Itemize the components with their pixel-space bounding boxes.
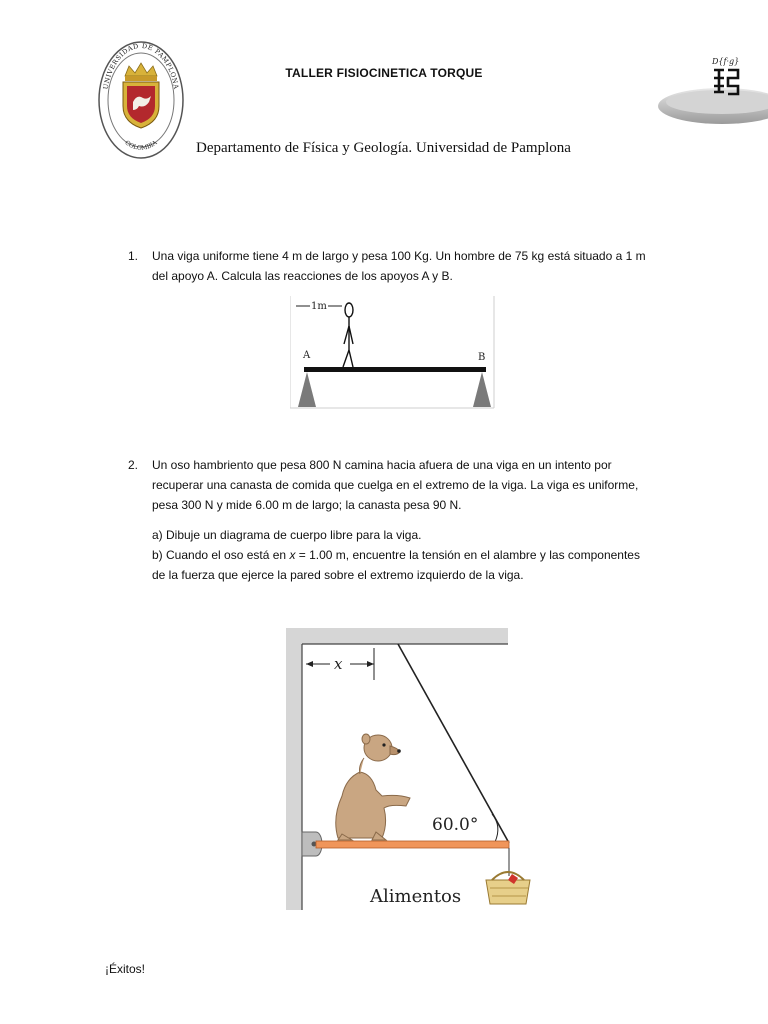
seal-text-bottom: COLOMBIA <box>123 139 159 152</box>
beam <box>316 841 509 848</box>
page-title: TALLER FISIOCINETICA TORQUE <box>285 66 483 80</box>
problem-2 <box>128 455 648 585</box>
support-b-label: B <box>478 352 486 363</box>
part-b-variable: x <box>289 548 296 562</box>
distance-label: 1m <box>311 301 327 312</box>
beam-figure <box>290 292 496 412</box>
seal-text-top: UNIVERSIDAD DE PAMPLONA <box>101 41 181 90</box>
department-logo <box>656 44 768 134</box>
part-a: a) Dibuje un diagrama de cuerpo libre para la viga. <box>152 528 422 542</box>
university-seal-logo <box>97 40 185 160</box>
problem-number: 1. <box>128 249 139 263</box>
x-label: x <box>334 655 343 673</box>
closing-text: ¡Éxitos! <box>105 962 146 976</box>
beam <box>304 367 486 372</box>
bear-figure <box>286 628 538 910</box>
support-a-label: A <box>303 350 311 361</box>
man-figure <box>343 303 353 367</box>
problem-text: Una viga uniforme tiene 4 m de largo y pesa 100 Kg. Un hombre de 75 kg está situado a 1 m del apoyo A. Calcula las reacciones de los apoyos A y B. <box>152 249 646 283</box>
problem-number: 2. <box>128 458 139 472</box>
problem-text: Un oso hambriento que pesa 800 N camina hacia afuera de una viga en un intento por recuperar una canasta de comida que cuelga en el extremo de la viga. La viga es uniforme, pesa 300 N y mide 6.00 m de largo; la canasta pesa 90 N. <box>152 458 639 512</box>
problem-1 <box>128 246 648 286</box>
angle-label: 60.0° <box>432 815 479 835</box>
part-b-text: b) Cuando el oso está en <box>152 548 290 562</box>
support-b <box>473 372 491 407</box>
part-b-text-end: = 1.00 m, encuentre la tensión en el alambre y las componentes de la fuerza que ejerce la pared sobre el extremo izquierdo de la viga. <box>152 548 640 582</box>
dept-logo-text: D{f·g} <box>712 57 740 66</box>
part-b <box>152 545 648 585</box>
support-a <box>298 372 316 407</box>
basket-label: Alimentos <box>370 886 462 907</box>
department-subtitle: Departamento de Física y Geología. Universidad de Pamplona <box>196 140 571 156</box>
